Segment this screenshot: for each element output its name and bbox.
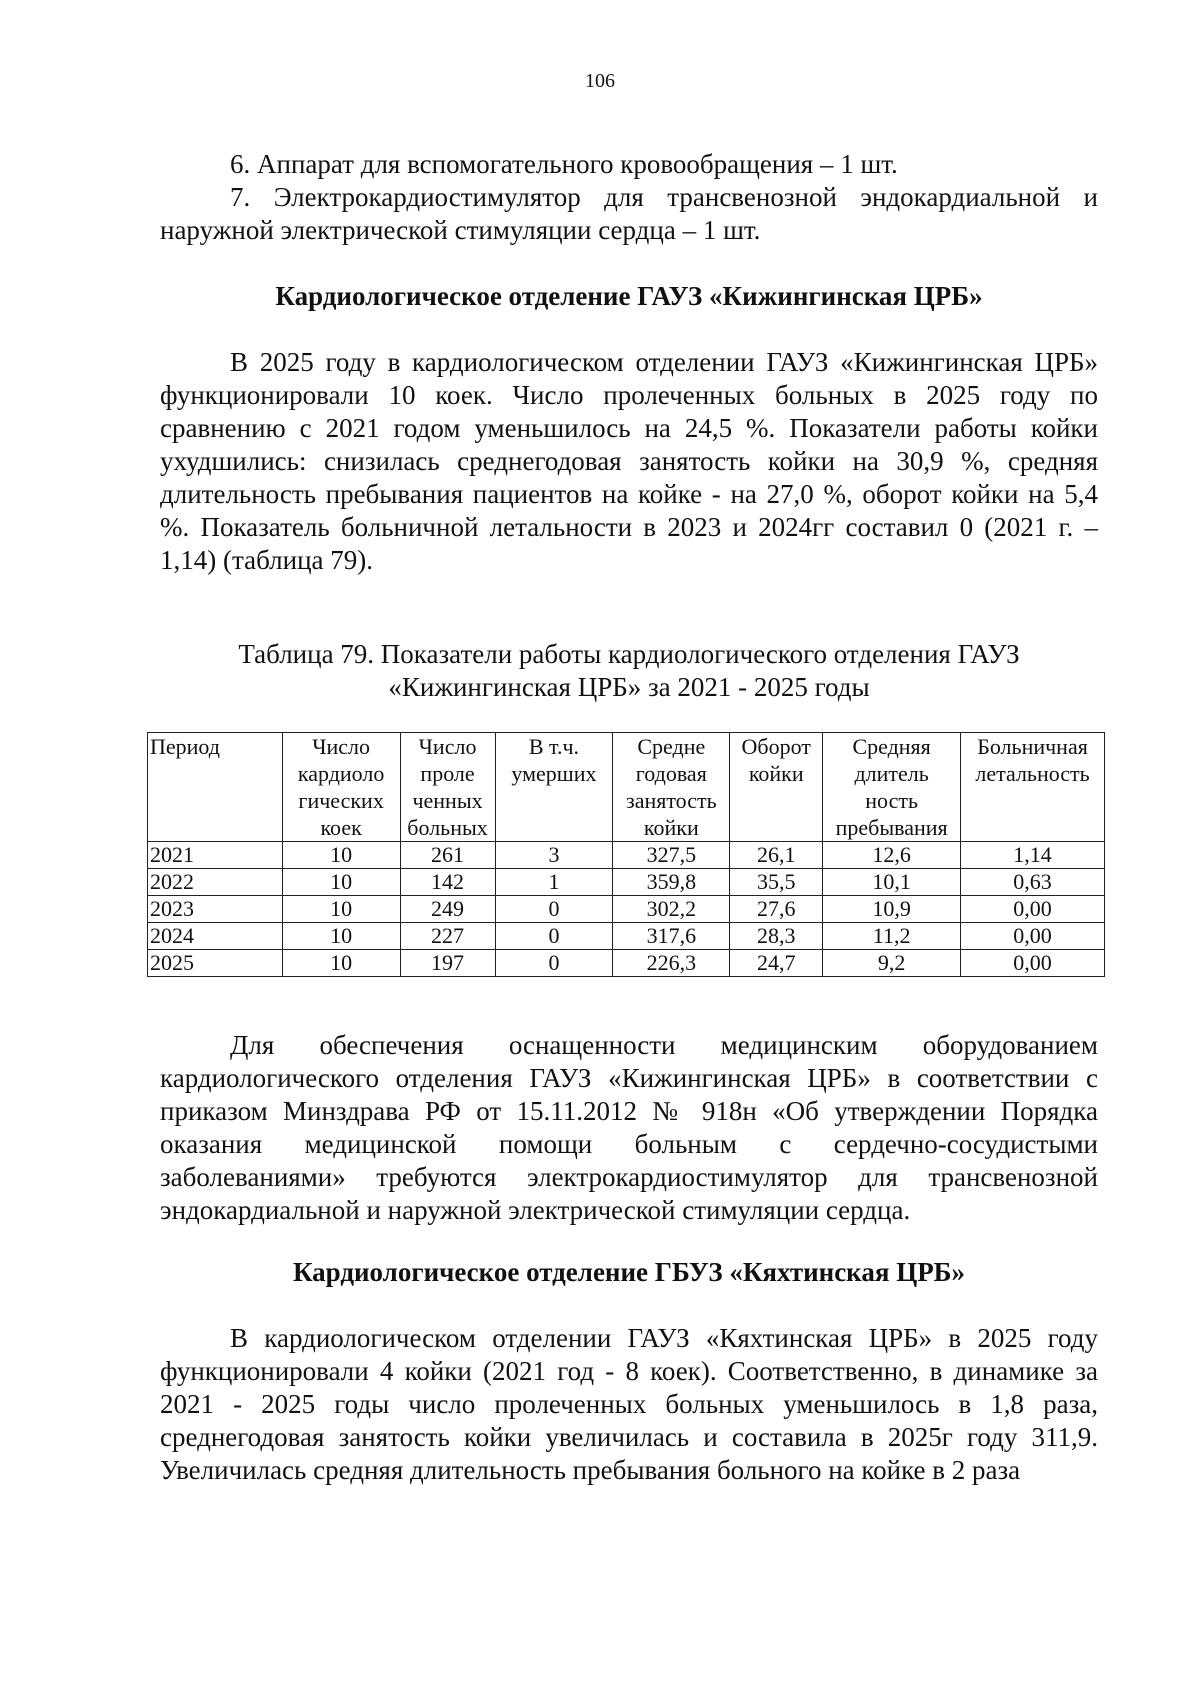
table-caption	[160, 638, 1098, 704]
cell-occupancy: 302,2	[613, 896, 730, 923]
cell-deaths: 1	[495, 869, 613, 896]
cell-deaths: 0	[495, 950, 613, 977]
cell-occupancy: 226,3	[613, 950, 730, 977]
cell-mortality: 0,00	[961, 923, 1105, 950]
table-row	[148, 950, 1105, 977]
cell-treated: 142	[400, 869, 495, 896]
table-caption-line-2: «Кижингинская ЦРБ» за 2021 - 2025 годы	[388, 672, 870, 702]
table-row	[148, 896, 1105, 923]
cell-period: 2021	[148, 842, 283, 869]
cell-mortality: 0,00	[961, 950, 1105, 977]
cell-mortality: 0,00	[961, 896, 1105, 923]
paragraph-kizhinga: В 2025 году в кардиологическом отделении ГАУЗ «Кижингинская ЦРБ» функционировали 10 коек. Число пролеченных больных в 2025 году по сравнению с 2021 годом уменьшилось на 24,5 %. Показатели работы койки ухудшились: снизилась среднегодовая занятость койки на 30,9 %, средняя длительность пребывания пациентов на койке - на 27,0 %, оборот койки на 5,4 %. Показатель больничной летальности в 2023 и 2024гг составил 0 (2021 г. – 1,14) (таблица 79).	[160, 347, 1098, 575]
section-text-kyakhta	[160, 1322, 1098, 1487]
cell-beds: 10	[282, 950, 400, 977]
header-occupancy: Средне годовая занятость койки	[613, 733, 730, 842]
header-mortality: Больничная летальность	[961, 733, 1105, 842]
cell-treated: 261	[400, 842, 495, 869]
cell-stay: 10,1	[823, 869, 961, 896]
table-row	[148, 842, 1105, 869]
cell-period: 2022	[148, 869, 283, 896]
paragraph-equipment: Для обеспечения оснащенности медицинским оборудованием кардиологического отделения ГАУЗ «Кижингинская ЦРБ» в соответствии с приказом Минздрава РФ от 15.11.2012 № 918н «Об утверждении Порядка оказания медицинской помощи больным с сердечно-сосудистыми заболеваниями» требуются электрокардиостимулятор для трансвенозной эндокардиальной и наружной электрической стимуляции сердца.	[160, 1030, 1098, 1225]
table-row	[148, 923, 1105, 950]
cell-deaths: 0	[495, 896, 613, 923]
intro-item-6: 6. Аппарат для вспомогательного кровообращения – 1 шт.	[230, 149, 898, 179]
cell-treated: 227	[400, 923, 495, 950]
page-number: 106	[585, 70, 615, 92]
header-beds: Число кардиоло гических коек	[282, 733, 400, 842]
header-turnover: Оборот койки	[730, 733, 823, 842]
header-stay: Средняя длитель ность пребывания	[823, 733, 961, 842]
cell-period: 2023	[148, 896, 283, 923]
section-text-kizhinga	[160, 346, 1098, 577]
cell-occupancy: 317,6	[613, 923, 730, 950]
cell-stay: 11,2	[823, 923, 961, 950]
header-treated: Число проле ченных больных	[400, 733, 495, 842]
table-header-row	[148, 733, 1105, 842]
table-caption-line-1: Таблица 79. Показатели работы кардиологического отделения ГАУЗ	[238, 639, 1020, 669]
paragraph-kyakhta: В кардиологическом отделении ГАУЗ «Кяхтинская ЦРБ» в 2025 году функционировали 4 койки (2021 год - 8 коек). Соответственно, в динамике за 2021 - 2025 годы число пролеченных больных уменьшилось в 1,8 раза, среднегодовая занятость койки увеличилась и составила в 2025г году 311,9. Увеличилась средняя длительность пребывания больного на койке в 2 раза	[160, 1323, 1098, 1485]
cell-turnover: 24,7	[730, 950, 823, 977]
cell-turnover: 35,5	[730, 869, 823, 896]
cell-turnover: 27,6	[730, 896, 823, 923]
cell-beds: 10	[282, 869, 400, 896]
cell-deaths: 0	[495, 923, 613, 950]
equipment-text	[160, 1029, 1098, 1227]
cell-occupancy: 359,8	[613, 869, 730, 896]
intro-items	[160, 148, 1098, 247]
cell-occupancy: 327,5	[613, 842, 730, 869]
header-period: Период	[148, 733, 283, 842]
cell-beds: 10	[282, 923, 400, 950]
section-heading-kizhinga: Кардиологическое отделение ГАУЗ «Кижингинская ЦРБ»	[275, 281, 983, 311]
indicators-table	[147, 732, 1105, 977]
cell-stay: 10,9	[823, 896, 961, 923]
cell-stay: 9,2	[823, 950, 961, 977]
cell-stay: 12,6	[823, 842, 961, 869]
cell-turnover: 26,1	[730, 842, 823, 869]
cell-mortality: 0,63	[961, 869, 1105, 896]
cell-period: 2024	[148, 923, 283, 950]
table-row	[148, 869, 1105, 896]
cell-period: 2025	[148, 950, 283, 977]
header-deaths: В т.ч. умерших	[495, 733, 613, 842]
cell-mortality: 1,14	[961, 842, 1105, 869]
section-heading-kyakhta: Кардиологическое отделение ГБУЗ «Кяхтинская ЦРБ»	[292, 1257, 966, 1287]
cell-treated: 249	[400, 896, 495, 923]
cell-deaths: 3	[495, 842, 613, 869]
intro-item-7: 7. Электрокардиостимулятор для трансвенозной эндокардиальной и наружной электрической стимуляции сердца – 1 шт.	[160, 182, 1098, 245]
cell-beds: 10	[282, 896, 400, 923]
cell-turnover: 28,3	[730, 923, 823, 950]
cell-treated: 197	[400, 950, 495, 977]
cell-beds: 10	[282, 842, 400, 869]
